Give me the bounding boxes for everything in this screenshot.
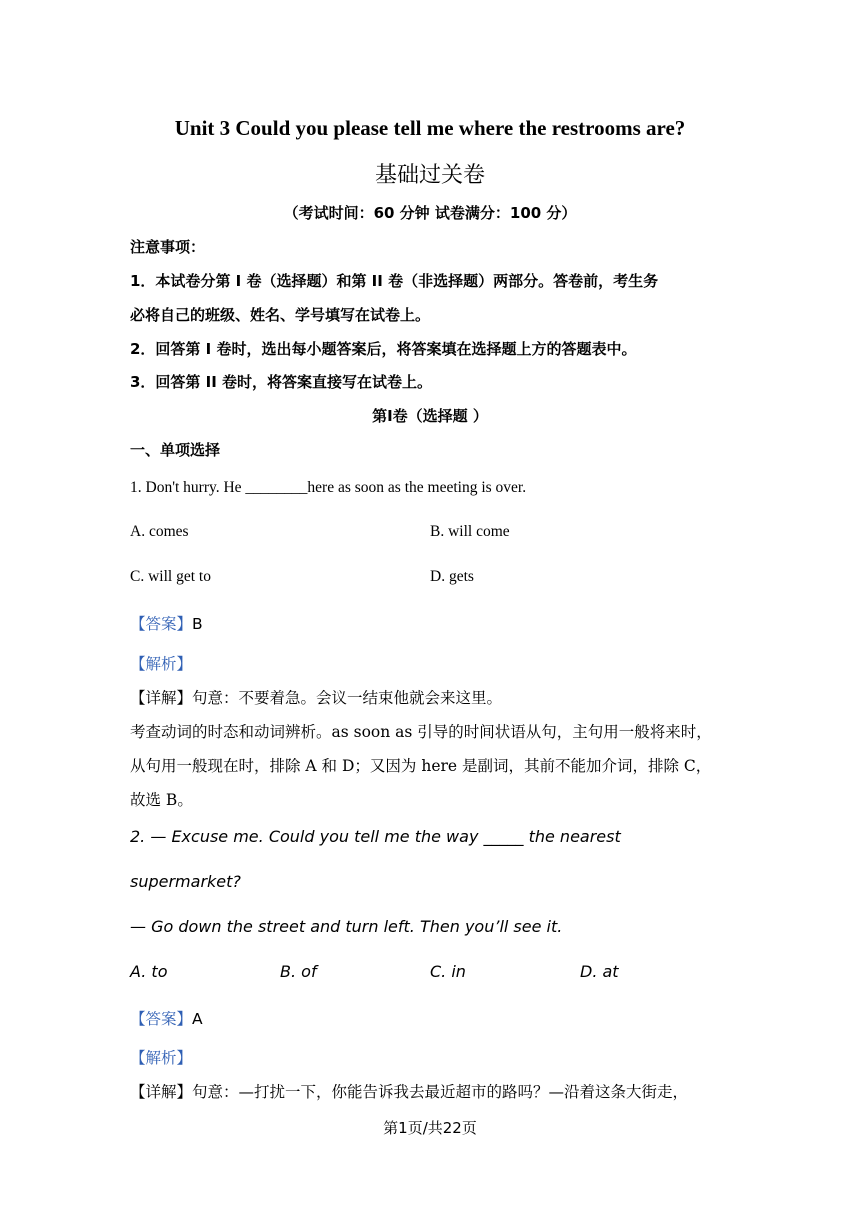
notes-heading: 注意事项： bbox=[130, 238, 206, 256]
q1-option-b: B. will come bbox=[430, 523, 510, 540]
q1-analysis-label: 【解析】 bbox=[130, 655, 193, 673]
notes-item-1-line-2: 必将自己的班级、姓名、学号填写在试卷上。 bbox=[130, 306, 431, 324]
q1-answer-tag: 【答案】 bbox=[130, 615, 193, 633]
exam-meta: （考试时间：60 分钟 试卷满分：100 分） bbox=[283, 204, 577, 222]
q1-detail-text: 句意：不要着急。会议一结束他就会来这里。 bbox=[192, 689, 503, 707]
exam-subtitle: 基础过关卷 bbox=[374, 163, 485, 188]
q2-option-a: A. to bbox=[130, 962, 168, 981]
q2-answer-value: A bbox=[192, 1010, 203, 1028]
q2-answer bbox=[130, 1007, 203, 1029]
notes-item-2: 2．回答第 I 卷时，选出每小题答案后，将答案填在选择题上方的答题表中。 bbox=[130, 340, 637, 358]
q2-stem-line-2: supermarket? bbox=[130, 872, 241, 891]
q2-option-b: B. of bbox=[280, 962, 317, 981]
q2-answer-tag: 【答案】 bbox=[130, 1010, 193, 1028]
part-title: 第Ⅰ卷（选择题 ） bbox=[372, 407, 488, 425]
exam-title: Unit 3 Could you please tell me where the restrooms are? bbox=[174, 116, 686, 140]
q2-analysis-label: 【解析】 bbox=[130, 1049, 193, 1067]
q2-detail-tag: 【详解】 bbox=[130, 1083, 193, 1101]
page-footer: 第1页/共22页 bbox=[383, 1119, 477, 1137]
q1-option-c: C. will get to bbox=[130, 568, 211, 585]
q1-explain-line-1: 考查动词的时态和动词辨析。as soon as 引导的时间状语从句，主句用一般将来时， bbox=[130, 723, 712, 741]
q1-explain-line-2: 从句用一般现在时，排除 A 和 D；又因为 here 是副词，其前不能加介词，排除 C， bbox=[130, 757, 712, 775]
q1-stem: 1. Don't hurry. He ________here as soon as the meeting is over. bbox=[130, 479, 527, 496]
q1-detail-tag: 【详解】 bbox=[130, 689, 193, 707]
q2-option-c: C. in bbox=[430, 962, 466, 981]
q2-detail-text: 句意：—打扰一下，你能告诉我去最近超市的路吗？—沿着这条大街走， bbox=[192, 1083, 689, 1101]
q1-answer bbox=[130, 612, 203, 634]
q2-stem-line-3: — Go down the street and turn left. Then you’ll see it. bbox=[130, 917, 563, 936]
q1-analysis-tag bbox=[130, 652, 192, 674]
q1-detail bbox=[130, 686, 502, 708]
notes-item-1-line-1: 1．本试卷分第 I 卷（选择题）和第 II 卷（非选择题）两部分。答卷前，考生务 bbox=[130, 272, 659, 290]
q1-explain-line-3: 故选 B。 bbox=[130, 791, 193, 809]
q1-option-a: A. comes bbox=[130, 523, 189, 540]
section-heading: 一、单项选择 bbox=[130, 441, 221, 459]
q1-option-d: D. gets bbox=[430, 568, 474, 585]
q2-analysis-tag bbox=[130, 1046, 192, 1068]
q2-detail bbox=[130, 1080, 688, 1102]
q2-option-d: D. at bbox=[580, 962, 619, 981]
notes-item-3: 3．回答第 II 卷时，将答案直接写在试卷上。 bbox=[130, 373, 433, 391]
q2-stem-line-1: 2. — Excuse me. Could you tell me the way _____ the nearest bbox=[130, 827, 621, 846]
q1-answer-value: B bbox=[192, 615, 203, 633]
